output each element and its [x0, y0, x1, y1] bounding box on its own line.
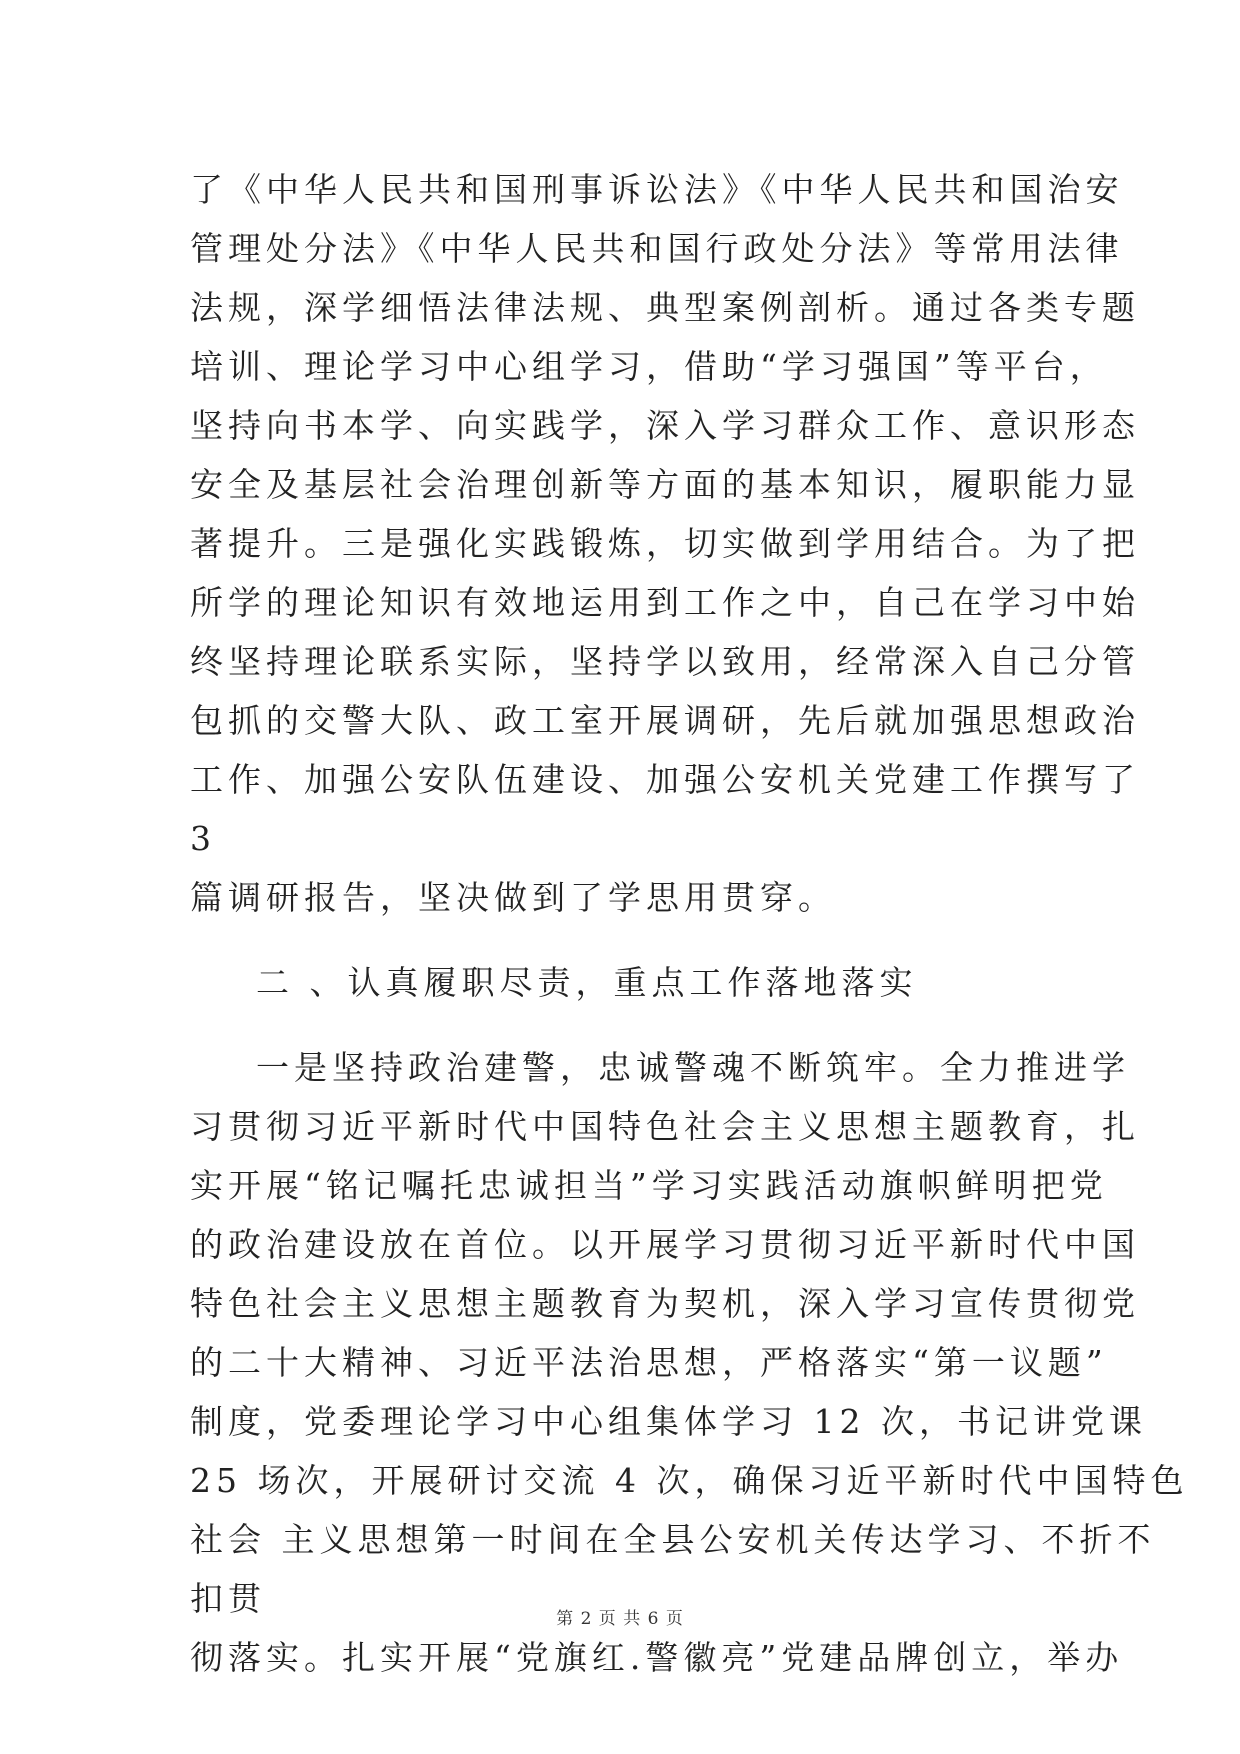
text-line: 包抓的交警大队、政工室开展调研，先后就加强思想政治 — [190, 701, 1140, 740]
document-body — [190, 160, 1189, 1687]
text-line: 工作、加强公安队伍建设、加强公安机关党建工作撰写了 — [190, 760, 1140, 799]
paragraph-spacer — [190, 927, 1070, 953]
text-line: 终坚持理论联系实际，坚持学以致用，经常深入自己分管 — [190, 642, 1140, 681]
text-line: 的政治建设放在首位。以开展学习贯彻习近平新时代中国 — [190, 1225, 1140, 1264]
text-line: 社会 主义思想第一时间在全县公安机关传达学习、不折不 — [190, 1520, 1156, 1559]
text-line: 安全及基层社会治理创新等方面的基本知识，履职能力显 — [190, 465, 1140, 504]
text-line: 了《中华人民共和国刑事诉讼法》《中华人民共和国治安 — [190, 170, 1124, 209]
text-line: 管理处分法》《中华人民共和国行政处分法》等常用法律 — [190, 229, 1124, 268]
text-line: 3 — [190, 819, 211, 858]
text-line: 扣贯 — [190, 1579, 266, 1618]
paragraph-1 — [190, 160, 1140, 927]
text-line: 法规，深学细悟法律法规、典型案例剖析。通过各类专题 — [190, 288, 1140, 327]
text-line: 制度，党委理论学习中心组集体学习 12 次，书记讲党课 — [190, 1402, 1147, 1441]
text-line: 的二十大精神、习近平法治思想，严格落实“第一议题” — [190, 1343, 1108, 1382]
text-line: 25 场次，开展研讨交流 4 次，确保习近平新时代中国特色 — [190, 1461, 1189, 1500]
paragraph-2 — [190, 1038, 1189, 1687]
text-line: 篇调研报告，坚决做到了学思用贯穿。 — [190, 878, 836, 917]
text-line: 所学的理论知识有效地运用到工作之中，自己在学习中始 — [190, 583, 1140, 622]
text-line: 培训、理论学习中心组学习，借助“学习强国”等平台， — [190, 347, 1108, 386]
text-line: 特色社会主义思想主题教育为契机，深入学习宣传贯彻党 — [190, 1284, 1140, 1323]
text-line: 实开展“铭记嘱托忠诚担当”学习实践活动旗帜鲜明把党 — [190, 1166, 1108, 1205]
page-number-footer: 第 2 页 共 6 页 — [556, 1609, 684, 1629]
section-heading: 二 、认真履职尽责，重点工作落地落实 — [256, 963, 918, 1002]
text-line: 习贯彻习近平新时代中国特色社会主义思想主题教育，扎 — [190, 1107, 1140, 1146]
paragraph-spacer — [190, 1012, 1070, 1038]
text-line: 一是坚持政治建警，忠诚警魂不断筑牢。全力推进学 — [256, 1048, 1130, 1087]
text-line: 著提升。三是强化实践锻炼，切实做到学用结合。为了把 — [190, 524, 1140, 563]
text-line: 彻落实。扎实开展“党旗红.警徽亮”党建品牌创立，举办 — [190, 1638, 1124, 1677]
text-line: 坚持向书本学、向实践学，深入学习群众工作、意识形态 — [190, 406, 1140, 445]
